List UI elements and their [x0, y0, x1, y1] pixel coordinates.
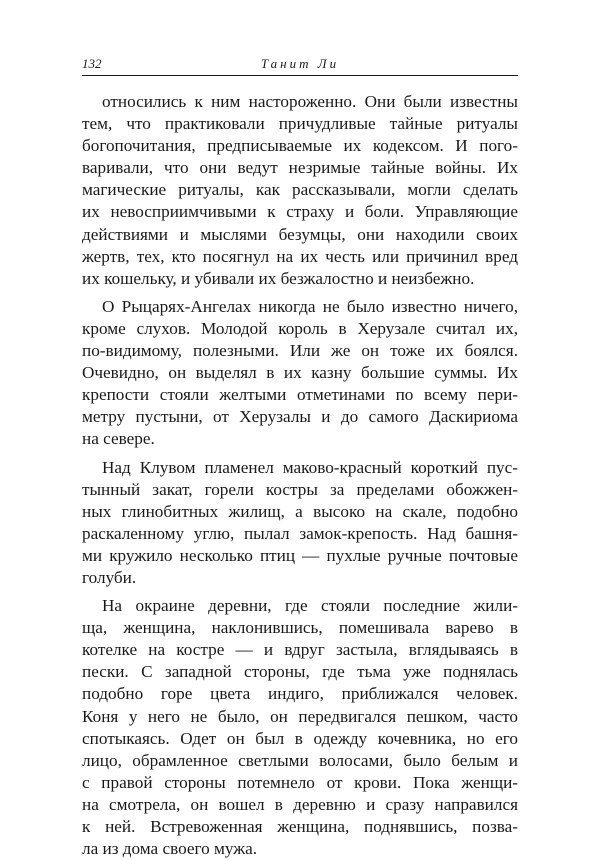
text-line: магические ритуалы, как рассказывали, могли сделать: [82, 180, 518, 200]
text-line: крепости стояли желтыми отметинами по всему пери-: [82, 385, 518, 405]
text-line: метру пустыни, от Херузалы и до самого Даскириома: [82, 407, 518, 427]
text-line: Очевидно, он выделял в их казну большие суммы. Их: [82, 363, 518, 383]
text-line: О Рыцарях-Ангелах никогда не было известно ничего,: [102, 296, 518, 316]
text-line: раскаленному углю, пылал замок-крепость. Над башня-: [82, 523, 518, 543]
text-line: жертв, тех, кто посягнул на их честь или причинил вред: [82, 246, 518, 266]
running-header: [82, 56, 518, 76]
text-line: относились к ним настороженно. Они были известны: [102, 92, 518, 111]
paragraph: [82, 296, 518, 451]
text-line: ных глинобитных жилищ, а высоко на скале, подобно: [82, 501, 518, 521]
running-title: Танит Ли: [260, 56, 340, 71]
text-line: на севере.: [82, 429, 155, 449]
text-line: варивали, что они ведут незримые тайные войны. Их: [82, 158, 518, 178]
text-line: ща, женщина, наклонившись, помешивала варево в: [82, 618, 518, 638]
text-line: подобно горе цвета индиго, приближался человек.: [82, 684, 518, 704]
text-line: лицо, обрамленное светлыми волосами, было белым и: [82, 750, 518, 770]
paragraph: [82, 457, 518, 590]
text-line: котелке на костре — и вдруг застыла, вглядываясь в: [82, 640, 518, 660]
header-rule: [82, 75, 518, 76]
text-line: действиями и мыслями безумцы, они находили своих: [82, 224, 518, 244]
text-line: по-видимому, полезными. Или же он тоже их боялся.: [82, 341, 518, 361]
text-line: Над Клувом пламенел маково-красный короткий пус-: [102, 457, 518, 477]
text-line: тынный закат, горели костры за пределами обожжен-: [82, 479, 518, 499]
text-line: к ней. Встревоженная женщина, поднявшись, позва-: [82, 817, 518, 836]
text-line: ми кружило несколько птиц — пухлые ручные почтовые: [82, 545, 518, 565]
text-line: голуби.: [82, 567, 137, 587]
text-line: на смотрела, он вошел в деревню и сразу направился: [82, 794, 518, 814]
text-line: пески. С западной стороны, где тьма уже поднялась: [82, 662, 518, 682]
paragraph: [82, 595, 518, 860]
text-line: Коня у него не было, он передвигался пешком, часто: [82, 706, 518, 726]
text-line: тем, что практиковали причудливые тайные ритуалы: [82, 114, 518, 134]
text-line: кроме слухов. Молодой король в Херузале считал их,: [82, 318, 518, 338]
text-line: их кошельку, и убивали их безжалостно и неизбежно.: [82, 268, 475, 288]
page-number: 132: [82, 56, 102, 71]
text-line: их невосприимчивыми к страху и боли. Управляющие: [82, 202, 518, 222]
text-line: ла из дома своего мужа.: [82, 839, 258, 859]
body-text: [82, 91, 518, 860]
text-line: богопочитания, предписываемые их кодексом. И пого-: [82, 136, 518, 156]
paragraph: [82, 91, 518, 290]
text-line: спотыкаясь. Одет он был в одежду кочевника, но его: [82, 728, 518, 748]
text-line: На окраине деревни, где стояли последние жили-: [102, 596, 518, 616]
text-line: с правой стороны потемнело от крови. Пока женщи-: [82, 772, 518, 792]
